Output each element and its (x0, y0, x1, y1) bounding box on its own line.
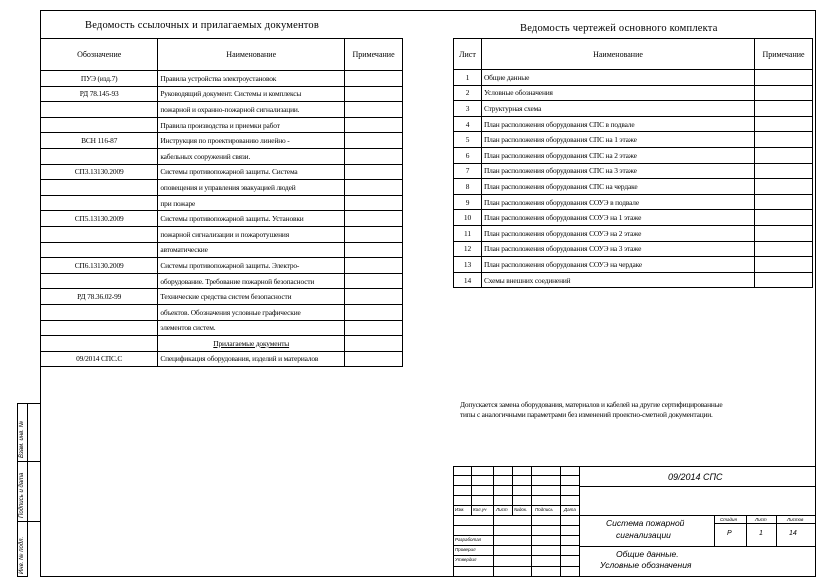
table-cell (41, 195, 158, 211)
table-cell: План расположения оборудования СОУЭ на 1 этаже (481, 210, 754, 226)
table-cell: Системы противопожарной защиты. Система (158, 164, 345, 180)
table-cell (755, 132, 813, 148)
table-row (41, 195, 403, 211)
table-cell: 8 (454, 179, 482, 195)
table-cell: 3 (454, 101, 482, 117)
note-line-1: Допускается замена оборудования, материалов и кабелей на другие сертифицированные (460, 400, 723, 409)
table-cell (41, 336, 158, 352)
stadia-header: Стадия (720, 517, 737, 522)
stadia-value: Р (727, 530, 732, 537)
refs-header-cell: Обозначение (41, 39, 158, 71)
table-cell: План расположения оборудования СОУЭ на 2 этаже (481, 225, 754, 241)
table-cell: 9 (454, 194, 482, 210)
refs-table (40, 38, 403, 367)
table-row (41, 320, 403, 336)
table-cell: Системы противопожарной защиты. Установки (158, 211, 345, 227)
note-text (460, 400, 722, 419)
listov-value: 14 (789, 530, 797, 537)
table-cell: СП6.13130.2009 (41, 258, 158, 274)
table-cell: СП5.13130.2009 (41, 211, 158, 227)
table-row (454, 241, 813, 257)
table-cell: План расположения оборудования СПС на 1 этаже (481, 132, 754, 148)
table-row (41, 117, 403, 133)
table-row (454, 101, 813, 117)
table-cell: План расположения оборудования СПС на чердаке (481, 179, 754, 195)
table-cell: автоматические (158, 242, 345, 258)
table-cell: РД 78.36.02-99 (41, 289, 158, 305)
stamp-system: Система пожарной (606, 518, 685, 528)
table-row (41, 226, 403, 242)
table-cell (755, 147, 813, 163)
table-cell (345, 304, 403, 320)
table-cell (345, 164, 403, 180)
table-cell (41, 320, 158, 336)
table-cell (41, 117, 158, 133)
table-cell (345, 133, 403, 149)
table-row (41, 336, 403, 352)
table-cell: оповещения и управления эвакуацией людей (158, 180, 345, 196)
table-cell: 13 (454, 257, 482, 273)
side-vzam-label: Взам. инв. № (19, 420, 25, 458)
table-cell: Структурная схема (481, 101, 754, 117)
table-cell (755, 179, 813, 195)
drawings-title: Ведомость чертежей основного комплекта (520, 23, 718, 34)
razrab-label: Разработал (455, 537, 482, 542)
table-cell: План расположения оборудования СПС на 3 этаже (481, 163, 754, 179)
table-cell (345, 258, 403, 274)
table-cell: 7 (454, 163, 482, 179)
refs-title: Ведомость ссылочных и прилагаемых документов (85, 20, 320, 31)
table-cell: План расположения оборудования СОУЭ на чердаке (481, 257, 754, 273)
table-cell (755, 257, 813, 273)
table-row (41, 148, 403, 164)
table-row (454, 225, 813, 241)
table-cell: План расположения оборудования СПС на 2 этаже (481, 147, 754, 163)
side-inv-label: Инв. № подл. (19, 536, 25, 574)
col-koluch: Кол.уч (473, 507, 487, 512)
table-row (41, 211, 403, 227)
refs-header-cell: Наименование (158, 39, 345, 71)
table-row (454, 132, 813, 148)
col-list: Лист (496, 507, 508, 512)
drawings-table (453, 38, 813, 288)
table-cell (755, 210, 813, 226)
table-row (454, 194, 813, 210)
table-cell: Схемы внешних соединений (481, 272, 754, 288)
table-cell (755, 85, 813, 101)
table-cell (755, 225, 813, 241)
table-cell (345, 336, 403, 352)
col-podp: Подпись (535, 507, 553, 512)
table-row (41, 242, 403, 258)
table-cell: 6 (454, 147, 482, 163)
table-row (454, 210, 813, 226)
table-row (41, 304, 403, 320)
col-ndok: №док. (514, 507, 528, 512)
table-cell: 5 (454, 132, 482, 148)
table-cell: при пожаре (158, 195, 345, 211)
table-row (454, 257, 813, 273)
stamp-sheet-title: Общие данные. (616, 549, 679, 559)
table-cell: План расположения оборудования СПС в подвале (481, 116, 754, 132)
table-row (454, 147, 813, 163)
side-podp-label: Подпись и дата (19, 472, 25, 518)
table-cell: ВСН 116-87 (41, 133, 158, 149)
stamp-code: 09/2014 СПС (668, 472, 723, 482)
table-cell (345, 226, 403, 242)
table-cell: оборудование. Требование пожарной безопасности (158, 273, 345, 289)
table-row (41, 86, 403, 102)
table-cell (755, 194, 813, 210)
drawings-header-cell: Лист (454, 39, 482, 70)
table-cell: кабельных сооружений связи. (158, 148, 345, 164)
table-cell: План расположения оборудования СОУЭ на 3 этаже (481, 241, 754, 257)
table-cell: 12 (454, 241, 482, 257)
note-line-2: типы с аналогичными параметрами без изменений проектно-сметной документации. (460, 409, 713, 419)
table-row (454, 272, 813, 288)
table-cell (755, 101, 813, 117)
list-value: 1 (759, 530, 763, 537)
table-cell (345, 117, 403, 133)
table-cell (345, 86, 403, 102)
table-cell (345, 148, 403, 164)
drawings-header-row (454, 39, 813, 70)
table-cell: Прилагаемые документы (158, 336, 345, 352)
table-cell (345, 211, 403, 227)
table-row (454, 85, 813, 101)
table-row (41, 71, 403, 87)
table-cell: элементов систем. (158, 320, 345, 336)
table-cell (41, 304, 158, 320)
stamp-sheet-title-2: Условные обозначения (600, 560, 692, 570)
table-cell: 14 (454, 272, 482, 288)
table-cell (41, 148, 158, 164)
table-cell: ПУЭ (изд.7) (41, 71, 158, 87)
listov-header: Листов (787, 517, 804, 522)
table-row (41, 289, 403, 305)
refs-header-row (41, 39, 403, 71)
table-row (454, 163, 813, 179)
table-row (41, 351, 403, 367)
drawings-header-cell: Наименование (481, 39, 754, 70)
table-cell: 2 (454, 85, 482, 101)
table-cell (345, 320, 403, 336)
table-cell: Спецификация оборудования, изделий и материалов (158, 351, 345, 367)
table-cell (345, 195, 403, 211)
table-cell (345, 289, 403, 305)
table-cell (345, 180, 403, 196)
table-cell (345, 102, 403, 118)
table-cell: 09/2014 СПС.С (41, 351, 158, 367)
col-data: Дата (564, 507, 576, 512)
table-cell (41, 102, 158, 118)
table-cell: объектов. Обозначения условные графические (158, 304, 345, 320)
refs-header-cell: Примечание (345, 39, 403, 71)
table-row (41, 273, 403, 289)
table-cell: Общие данные (481, 70, 754, 86)
table-cell: 11 (454, 225, 482, 241)
table-cell: 4 (454, 116, 482, 132)
table-cell (755, 241, 813, 257)
table-cell: 1 (454, 70, 482, 86)
table-cell (755, 70, 813, 86)
table-cell (755, 272, 813, 288)
table-cell (345, 273, 403, 289)
table-cell: пожарной сигнализации и пожаротушения (158, 226, 345, 242)
table-cell: Системы противопожарной защиты. Электро- (158, 258, 345, 274)
table-cell: Условные обозначения (481, 85, 754, 101)
table-cell (345, 71, 403, 87)
table-cell (755, 163, 813, 179)
table-cell: СП3.13130.2009 (41, 164, 158, 180)
col-izm: Изм. (455, 507, 465, 512)
table-row (41, 102, 403, 118)
table-row (454, 116, 813, 132)
table-cell: 10 (454, 210, 482, 226)
table-cell (345, 351, 403, 367)
utverdil-label: Утвердил (455, 557, 477, 562)
table-row (454, 70, 813, 86)
table-cell: Правила производства и приемки работ (158, 117, 345, 133)
table-cell (755, 116, 813, 132)
table-row (41, 133, 403, 149)
table-cell: пожарной и охранно-пожарной сигнализации. (158, 102, 345, 118)
table-cell (345, 242, 403, 258)
table-cell: Руководящий документ. Системы и комплексы (158, 86, 345, 102)
table-cell: Инструкция по проектированию линейно - (158, 133, 345, 149)
table-cell (41, 226, 158, 242)
table-cell (41, 180, 158, 196)
table-cell: План расположения оборудования СОУЭ в подвале (481, 194, 754, 210)
table-cell: РД 78.145-93 (41, 86, 158, 102)
table-row (41, 164, 403, 180)
list-header: Лист (755, 517, 767, 522)
table-cell: Технические средства систем безопасности (158, 289, 345, 305)
table-cell (41, 242, 158, 258)
proveril-label: Проверил (455, 547, 476, 552)
table-row (41, 180, 403, 196)
drawings-header-cell: Примечание (755, 39, 813, 70)
table-cell: Правила устройства электроустановок (158, 71, 345, 87)
stamp-system-2: сигнализации (616, 530, 671, 540)
table-row (454, 179, 813, 195)
table-row (41, 258, 403, 274)
table-cell (41, 273, 158, 289)
